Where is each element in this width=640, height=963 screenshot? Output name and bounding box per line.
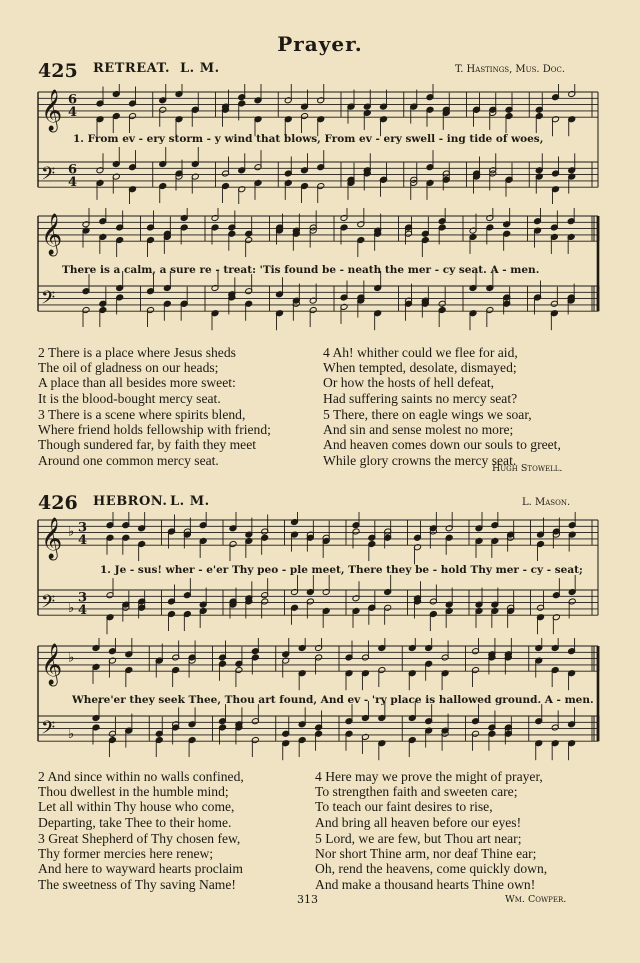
svg-text:♭: ♭ bbox=[68, 650, 75, 666]
tune-name: RETREAT. bbox=[93, 61, 170, 76]
svg-text:𝄢: 𝄢 bbox=[41, 163, 56, 189]
stanza-line: Thou dwellest in the humble mind; bbox=[38, 784, 229, 800]
svg-text:6: 6 bbox=[68, 162, 78, 178]
stanza-line: Departing, take Thee to their home. bbox=[38, 814, 232, 830]
stanza bbox=[315, 831, 547, 892]
stanza-line: 5 There, there on eagle wings we soar, bbox=[323, 407, 532, 422]
svg-text:4: 4 bbox=[78, 533, 88, 549]
svg-text:♭: ♭ bbox=[68, 524, 75, 540]
stanza-line: To teach our faint desires to rise, bbox=[315, 799, 493, 815]
svg-text:𝄢: 𝄢 bbox=[41, 287, 56, 313]
stanza bbox=[323, 407, 561, 468]
stanza-line: And here to wayward hearts proclaim bbox=[38, 861, 243, 877]
svg-text:𝄞: 𝄞 bbox=[41, 90, 63, 132]
stanza-line: To strengthen faith and sweeten care; bbox=[315, 784, 518, 800]
stanza-line: 3 There is a scene where spirits blend, bbox=[38, 407, 246, 422]
svg-text:4: 4 bbox=[68, 105, 78, 121]
stanza-line: The sweetness of Thy saving Name! bbox=[38, 876, 236, 892]
stanza-line: 4 Here may we prove the might of prayer, bbox=[315, 769, 543, 784]
meter: L. M. bbox=[180, 61, 220, 76]
stanza-line: When tempted, desolate, dismayed; bbox=[323, 360, 517, 376]
stanza bbox=[38, 831, 243, 892]
stanza-line: It is the blood-bought mercy seat. bbox=[38, 390, 221, 406]
stanza bbox=[38, 345, 236, 406]
music-system-426-1 bbox=[0, 512, 640, 648]
stanza-line: Had suffering saints no mercy seat? bbox=[323, 390, 518, 406]
svg-text:4: 4 bbox=[78, 603, 88, 619]
author: Wm. Cowper. bbox=[505, 894, 567, 905]
lyric-line: There is a calm, a sure re - treat: 'Tis found be - neath the mer - cy seat. A - men. bbox=[62, 264, 540, 276]
stanza-line: Though sundered far, by faith they meet bbox=[38, 437, 257, 453]
svg-text:♭: ♭ bbox=[68, 726, 75, 742]
stanza-line: A place than all besides more sweet: bbox=[38, 375, 236, 391]
stanza-line: Or how the hosts of hell defeat, bbox=[323, 375, 495, 391]
stanza-line: 5 Lord, we are few, but Thou art near; bbox=[315, 831, 522, 846]
lyric-line: 1. From ev - ery storm - y wind that blows, From ev - ery swell - ing tide of woes, bbox=[73, 133, 544, 145]
stanza-line: Let all within Thy house who come, bbox=[38, 799, 235, 815]
stanza bbox=[38, 769, 244, 830]
svg-text:3: 3 bbox=[78, 520, 88, 536]
stanza-line: 2 And since within no walls confined, bbox=[38, 769, 244, 784]
lyric-line: 1. Je - sus! wher - e'er Thy peo - ple meet, There they be - hold Thy mer - cy - seat; bbox=[100, 564, 583, 576]
svg-text:4: 4 bbox=[68, 175, 78, 191]
svg-text:𝄢: 𝄢 bbox=[41, 591, 56, 617]
stanza-line: The oil of gladness on our heads; bbox=[38, 360, 219, 376]
stanza-line: 3 Great Shepherd of Thy chosen few, bbox=[38, 831, 241, 846]
stanza-line: And make a thousand hearts Thine own! bbox=[315, 876, 536, 892]
stanza-line: Oh, rend the heavens, come quickly down, bbox=[315, 861, 548, 877]
svg-text:6: 6 bbox=[68, 92, 78, 108]
stanza bbox=[323, 345, 518, 406]
lyric-line: Where'er they seek Thee, Thou art found, And ev - 'ry place is hallowed ground. A - men. bbox=[72, 694, 594, 706]
stanza-line: 2 There is a place where Jesus sheds bbox=[38, 345, 236, 360]
hymn-number: 426 bbox=[38, 492, 78, 514]
stanza-line: And heaven comes down our souls to greet, bbox=[323, 437, 561, 453]
tune-name: HEBRON. bbox=[93, 494, 168, 509]
stanza-line: And sin and sense molest no more; bbox=[323, 422, 514, 438]
stanza-line: Where friend holds fellowship with friend; bbox=[38, 422, 271, 438]
svg-text:𝄞: 𝄞 bbox=[41, 644, 63, 686]
stanza-line: Thy former mercies here renew; bbox=[38, 846, 214, 862]
page-title: Prayer. bbox=[277, 32, 363, 56]
stanza bbox=[315, 769, 543, 830]
author: Hugh Stowell. bbox=[492, 463, 563, 474]
svg-text:𝄢: 𝄢 bbox=[41, 717, 56, 743]
stanza-line: And bring all heaven before our eyes! bbox=[315, 814, 522, 830]
composer: T. Hastings, Mus. Doc. bbox=[455, 64, 566, 75]
stanza-line: While glory crowns the mercy seat. bbox=[323, 452, 517, 468]
svg-text:♭: ♭ bbox=[68, 600, 75, 616]
page-number: 313 bbox=[297, 893, 318, 906]
composer: L. Mason. bbox=[522, 497, 571, 508]
stanza-line: Around one common mercy seat. bbox=[38, 452, 219, 468]
svg-text:𝄞: 𝄞 bbox=[41, 518, 63, 560]
stanza-line: 4 Ah! whither could we flee for aid, bbox=[323, 345, 518, 360]
svg-text:𝄞: 𝄞 bbox=[41, 214, 63, 256]
hymn-number: 425 bbox=[38, 60, 78, 82]
stanza-line: Nor short Thine arm, nor deaf Thine ear; bbox=[315, 846, 537, 862]
stanza bbox=[38, 407, 271, 468]
svg-text:3: 3 bbox=[78, 590, 88, 606]
meter: L. M. bbox=[170, 494, 210, 509]
